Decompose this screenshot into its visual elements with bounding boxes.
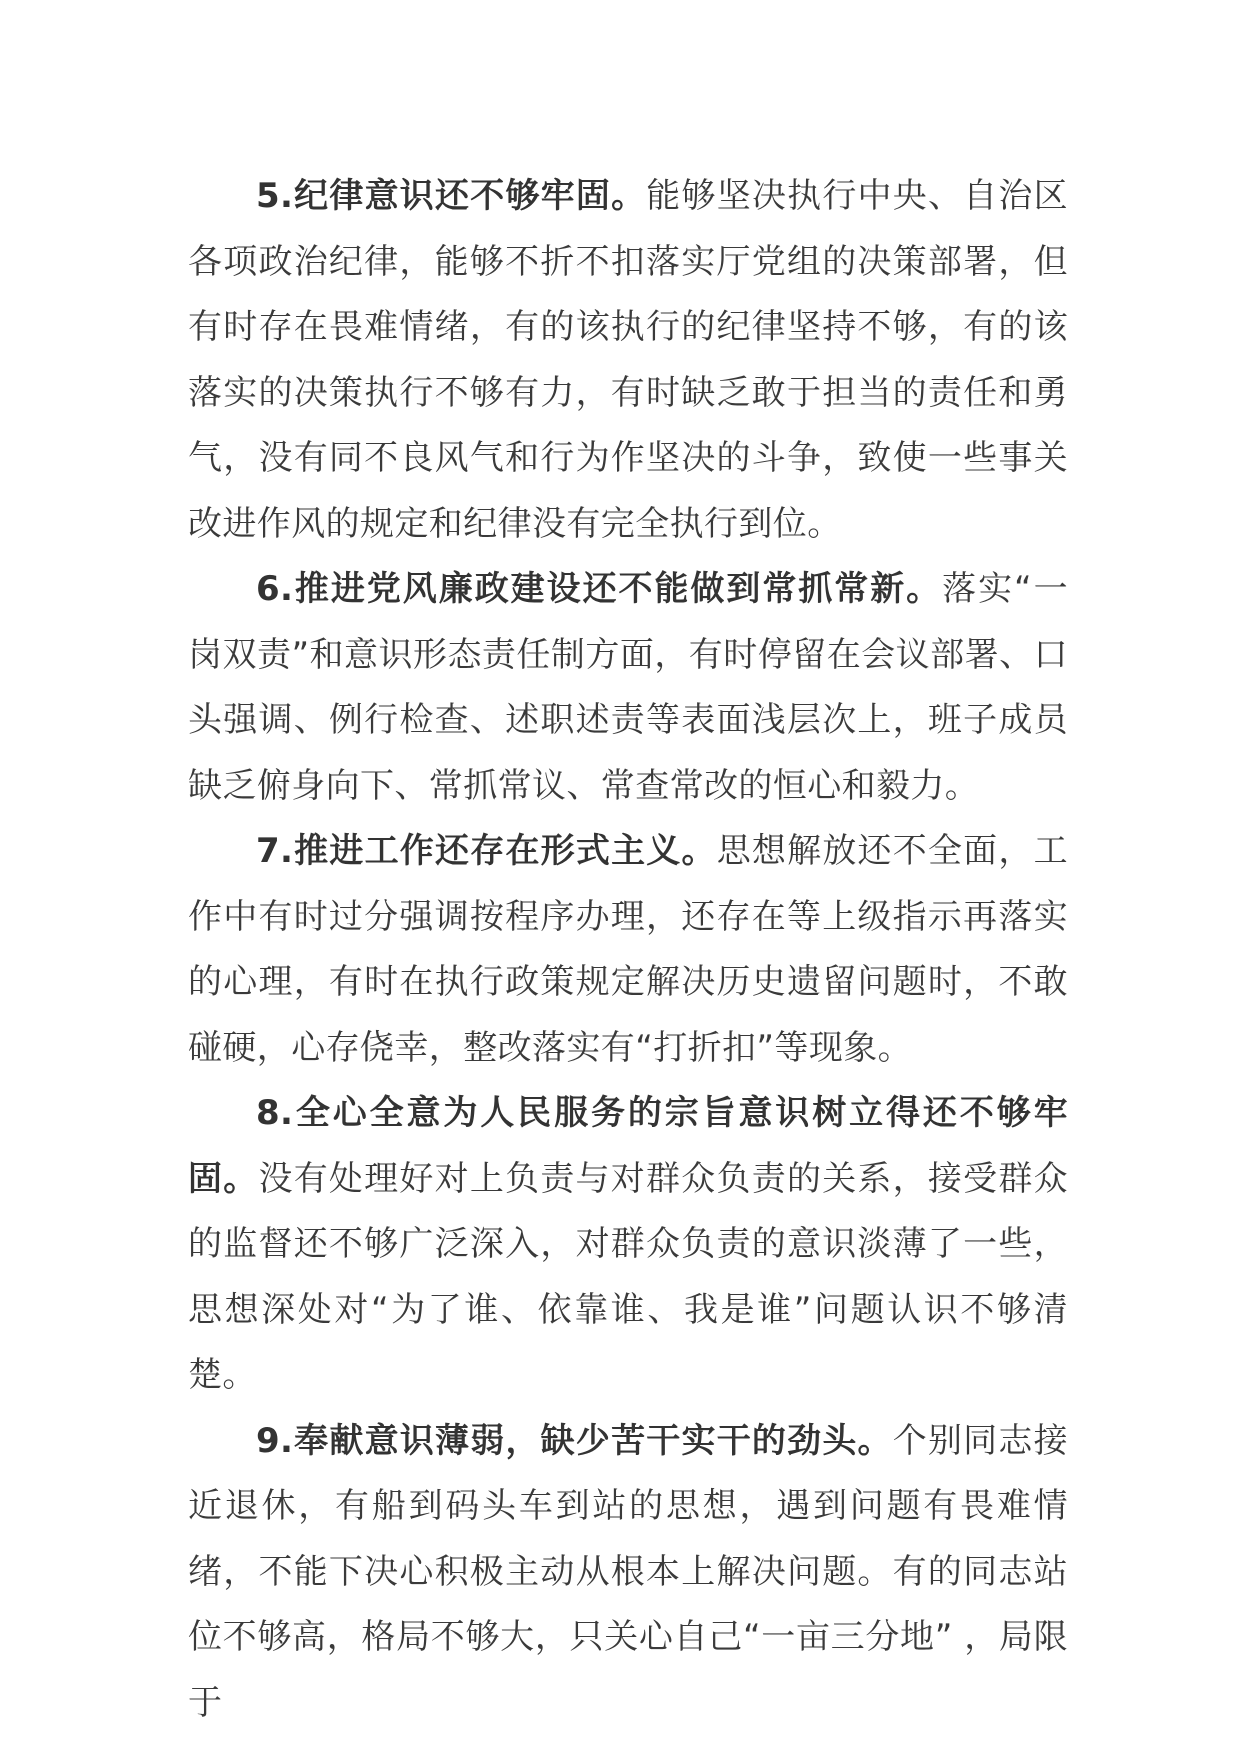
paragraph-body: 能够坚决执行中央、自治区各项政治纪律，能够不折不扣落实厅党组的决策部署，但有时存在畏难情绪，有的该执行的纪律坚持不够，有的该落实的决策执行不够有力，有时缺乏敢于担当的责任和勇气，没有同不良风气和行为作坚决的斗争，致使一些事关改进作风的规定和纪律没有完全执行到位。 [188,176,1068,544]
paragraph-body: 没有处理好对上负责与对群众负责的关系，接受群众的监督还不够广泛深入，对群众负责的意识淡薄了一些，思想深处对“为了谁、依靠谁、我是谁”问题认识不够清楚。 [188,1158,1068,1395]
paragraph-6 [188,557,1068,819]
paragraph-9 [188,1409,1068,1737]
paragraph-heading: 6.推进党风廉政建设还不能做到常抓常新。 [256,569,943,609]
paragraph-body: 思想解放还不全面，工作中有时过分强调按程序办理，还存在等上级指示再落实的心理，有时在执行政策规定解决历史遗留问题时，不敢碰硬，心存侥幸，整改落实有“打折扣”等现象。 [188,831,1068,1068]
paragraph-body: 个别同志接近退休，有船到码头车到站的思想，遇到问题有畏难情绪，不能下决心积极主动从根本上解决问题。有的同志站位不够高，格局不够大，只关心自己“一亩三分地” ，局限于 [188,1420,1069,1723]
paragraph-heading: 8.全心全意为人民服务的宗旨意识树立得还不够牢固。 [188,1093,1068,1199]
paragraph-heading: 7.推进工作还存在形式主义。 [256,831,717,871]
paragraph-body: 落实“一岗双责”和意识形态责任制方面，有时停留在会议部署、口头强调、例行检查、述职述责等表面浅层次上，班子成员缺乏俯身向下、常抓常议、常查常改的恒心和毅力。 [188,569,1069,806]
paragraph-7 [188,819,1068,1081]
paragraph-heading: 5.纪律意识还不够牢固。 [256,176,647,216]
paragraph-8 [188,1081,1068,1409]
paragraph-heading: 9.奉献意识薄弱，缺少苦干实干的劲头。 [256,1420,893,1461]
paragraph-5 [188,164,1068,557]
document-page [188,164,1068,1736]
